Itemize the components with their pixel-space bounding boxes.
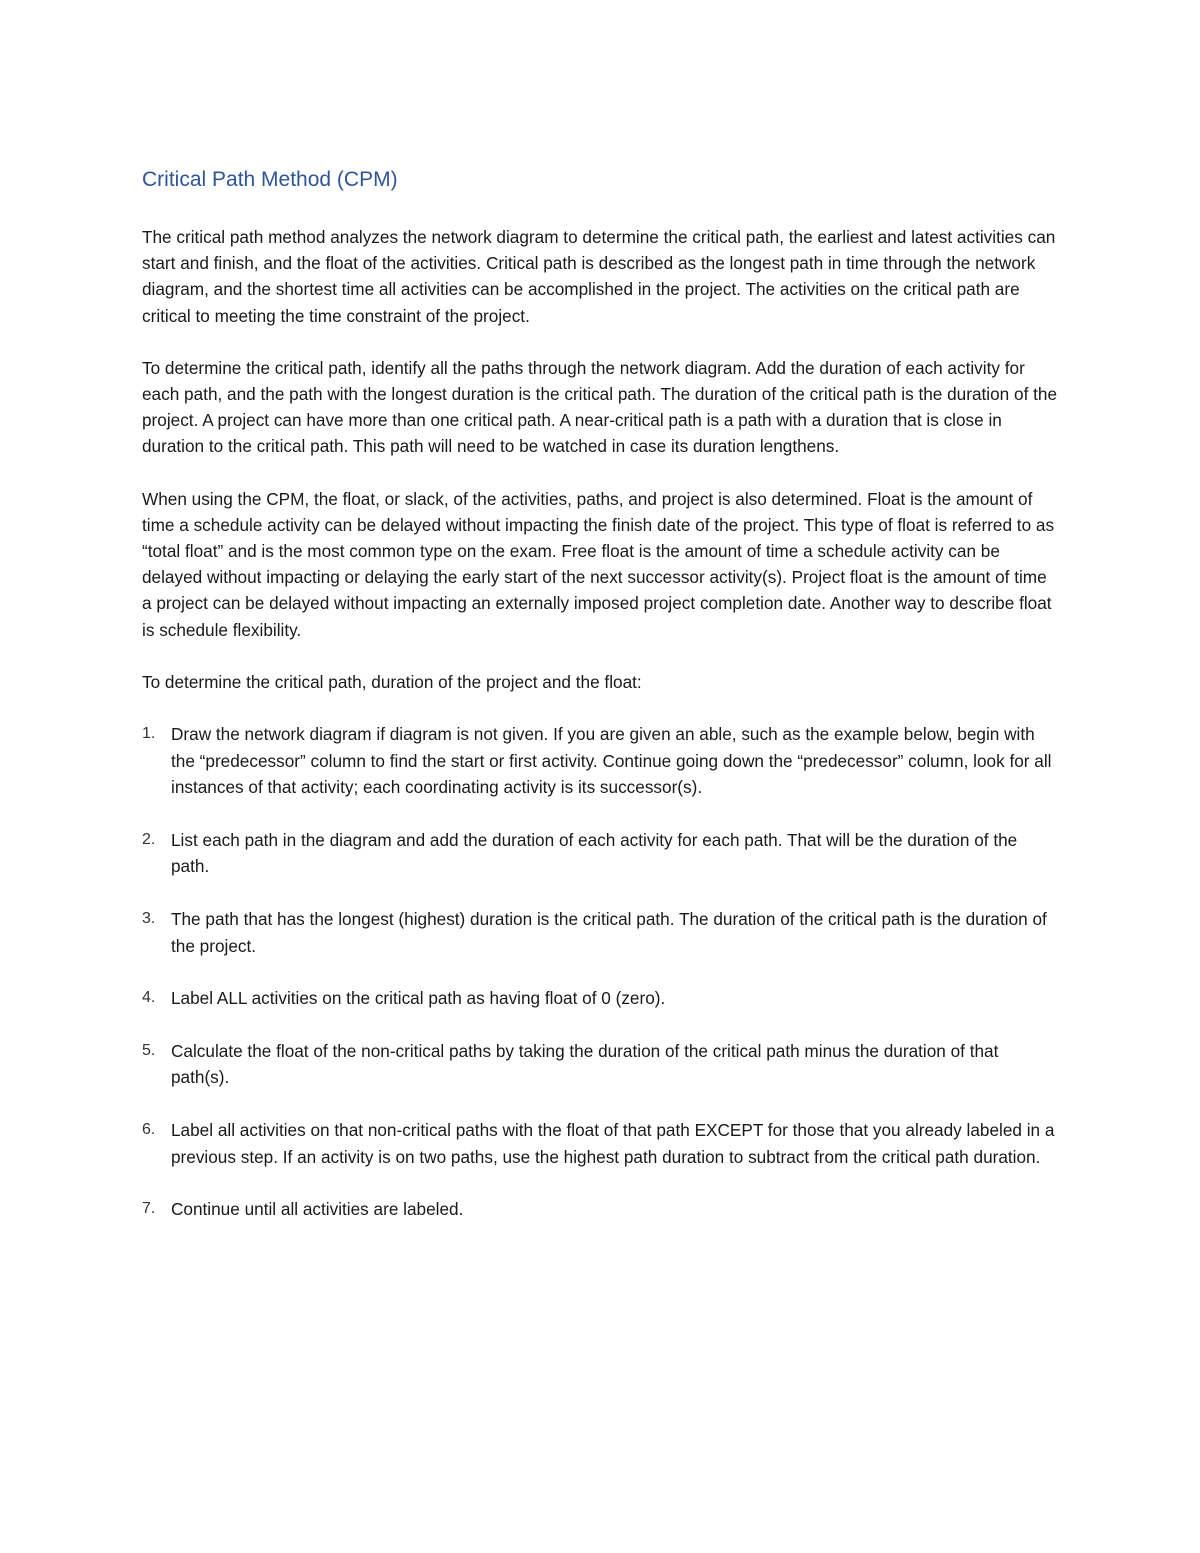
step-number: 2. [142,830,156,848]
document-content [142,166,1060,1249]
paragraph-cpm-intro: The critical path method analyzes the network diagram to determine the critical path, the earliest and latest activities can start and finish, and the float of the activities. Critical path is described as the longest path in time through the network diagram, and the shortest time all activities can be accomplished in the project. The activities on the critical path are critical to meeting the time constraint of the project. [142,227,1056,326]
step-text: Label all activities on that non-critical paths with the float of that path EXCEPT for those that you already labeled in a previous step. If an activity is on two paths, use the highest path duration to subtract from the critical path duration. [171,1119,1055,1167]
step-text: The path that has the longest (highest) duration is the critical path. The duration of the critical path is the duration of the project. [171,909,1047,956]
step-text: Label ALL activities on the critical path as having float of 0 (zero). [171,988,666,1009]
step-text: Calculate the float of the non-critical paths by taking the duration of the critical path minus the duration of that path(s). [171,1040,999,1088]
step-text: Draw the network diagram if diagram is not given. If you are given an able, such as the example below, begin with the “predecessor” column to find the start or first activity. Continue going down the “predecessor” column, look for all instances of that activity; each coordinating activity is its successor(s). [171,724,1052,798]
step-number: 4. [142,989,156,1007]
list-item [142,1117,1060,1170]
step-text: Continue until all activities are labeled. [171,1199,464,1220]
page-title: Critical Path Method (CPM) [142,168,398,191]
paragraph-float: When using the CPM, the float, or slack, of the activities, paths, and project is also determined. Float is the amount of time a schedule activity can be delayed without impacting the finish date of the project. This type of float is referred to as “total float” and is the most common type on the exam. Free float is the amount of time a schedule activity can be delayed without impacting or delaying the early start of the next successor activity(s). Project float is the amount of time a project can be delayed without impacting an externally imposed project completion date. Another way to describe float is schedule flexibility. [142,488,1055,640]
list-item [142,721,1060,801]
list-item [142,906,1060,959]
paragraph-determine-critical-path: To determine the critical path, identify all the paths through the network diagram. Add the duration of each activity for each path, and the path with the longest duration is the critical path. The duration of the critical path is the duration of the project. A project can have more than one critical path. A near-critical path is a path with a duration that is close in duration to the critical path. This path will need to be watched in case its duration lengthens. [142,357,1058,457]
list-item [142,827,1060,880]
list-item [142,985,1060,1012]
step-number: 5. [142,1041,156,1059]
step-text: List each path in the diagram and add the duration of each activity for each path. That will be the duration of the path. [171,829,1018,877]
list-item [142,1196,1060,1223]
step-number: 1. [142,725,156,743]
paragraph-steps-intro: To determine the critical path, duration of the project and the float: [142,671,642,692]
list-item [142,1038,1060,1091]
steps-list [142,721,1060,1223]
step-number: 3. [142,910,156,928]
step-number: 6. [142,1120,156,1138]
step-number: 7. [142,1200,156,1218]
